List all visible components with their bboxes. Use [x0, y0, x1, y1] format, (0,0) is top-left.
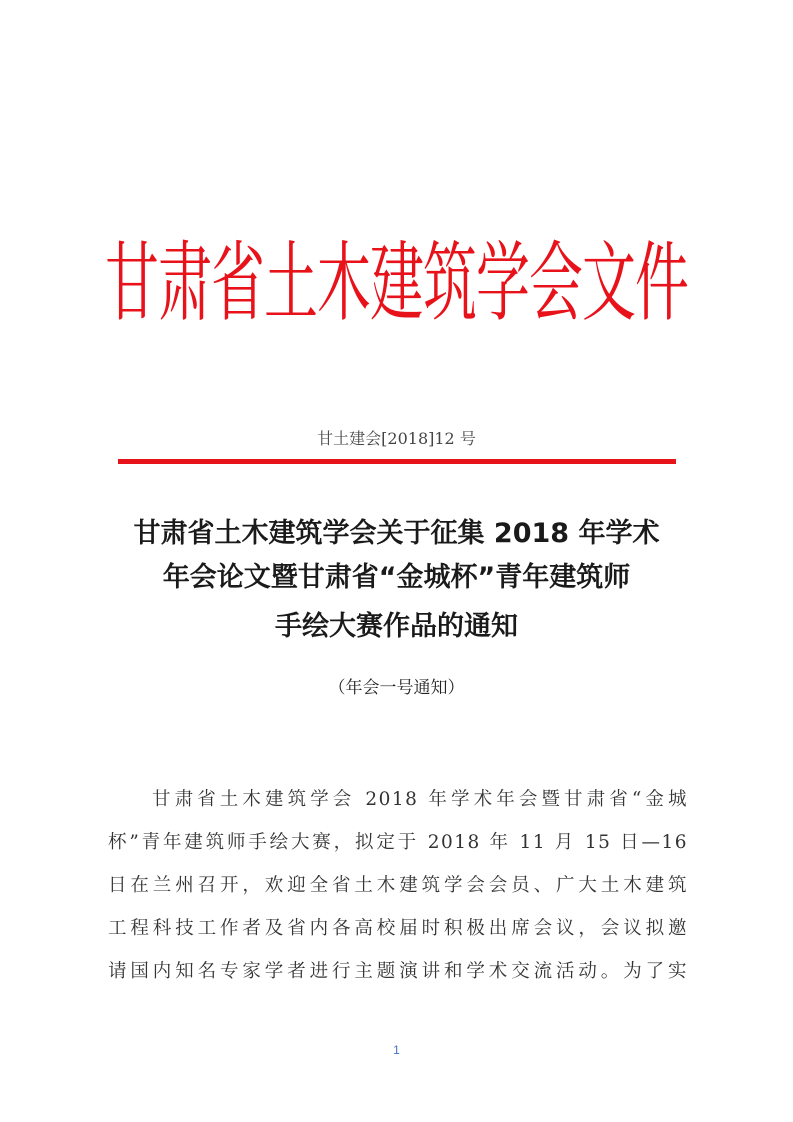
masthead-title: 甘肃省土木建筑学会文件 — [105, 232, 688, 334]
body-line-1: 甘肃省土木建筑学会 2018 年学术年会暨甘肃省“金城 — [152, 789, 688, 810]
body-paragraph — [108, 778, 688, 993]
document-title — [100, 512, 693, 649]
body-line-3: 日在兰州召开，欢迎全省土木建筑学会会员、广大土木建筑 — [108, 875, 688, 896]
masthead-header — [0, 226, 793, 356]
body-line-5: 请国内知名专家学者进行主题演讲和学术交流活动。为了实 — [108, 961, 688, 982]
title-line-1: 甘肃省土木建筑学会关于征集 2018 年学术 — [133, 518, 660, 549]
title-line-2: 年会论文暨甘肃省“金城杯”青年建筑师 — [162, 562, 631, 593]
red-divider-line — [118, 459, 676, 464]
page-number: 1 — [393, 1043, 400, 1057]
title-line-3: 手绘大赛作品的通知 — [275, 611, 518, 642]
body-line-2: 杯”青年建筑师手绘大赛，拟定于 2018 年 11 月 15 日—16 — [108, 832, 688, 853]
body-line-4: 工程科技工作者及省内各高校届时积极出席会议，会议拟邀 — [108, 918, 688, 939]
document-number: 甘土建会[2018]12 号 — [317, 429, 476, 448]
document-subtitle: （年会一号通知） — [328, 678, 465, 698]
